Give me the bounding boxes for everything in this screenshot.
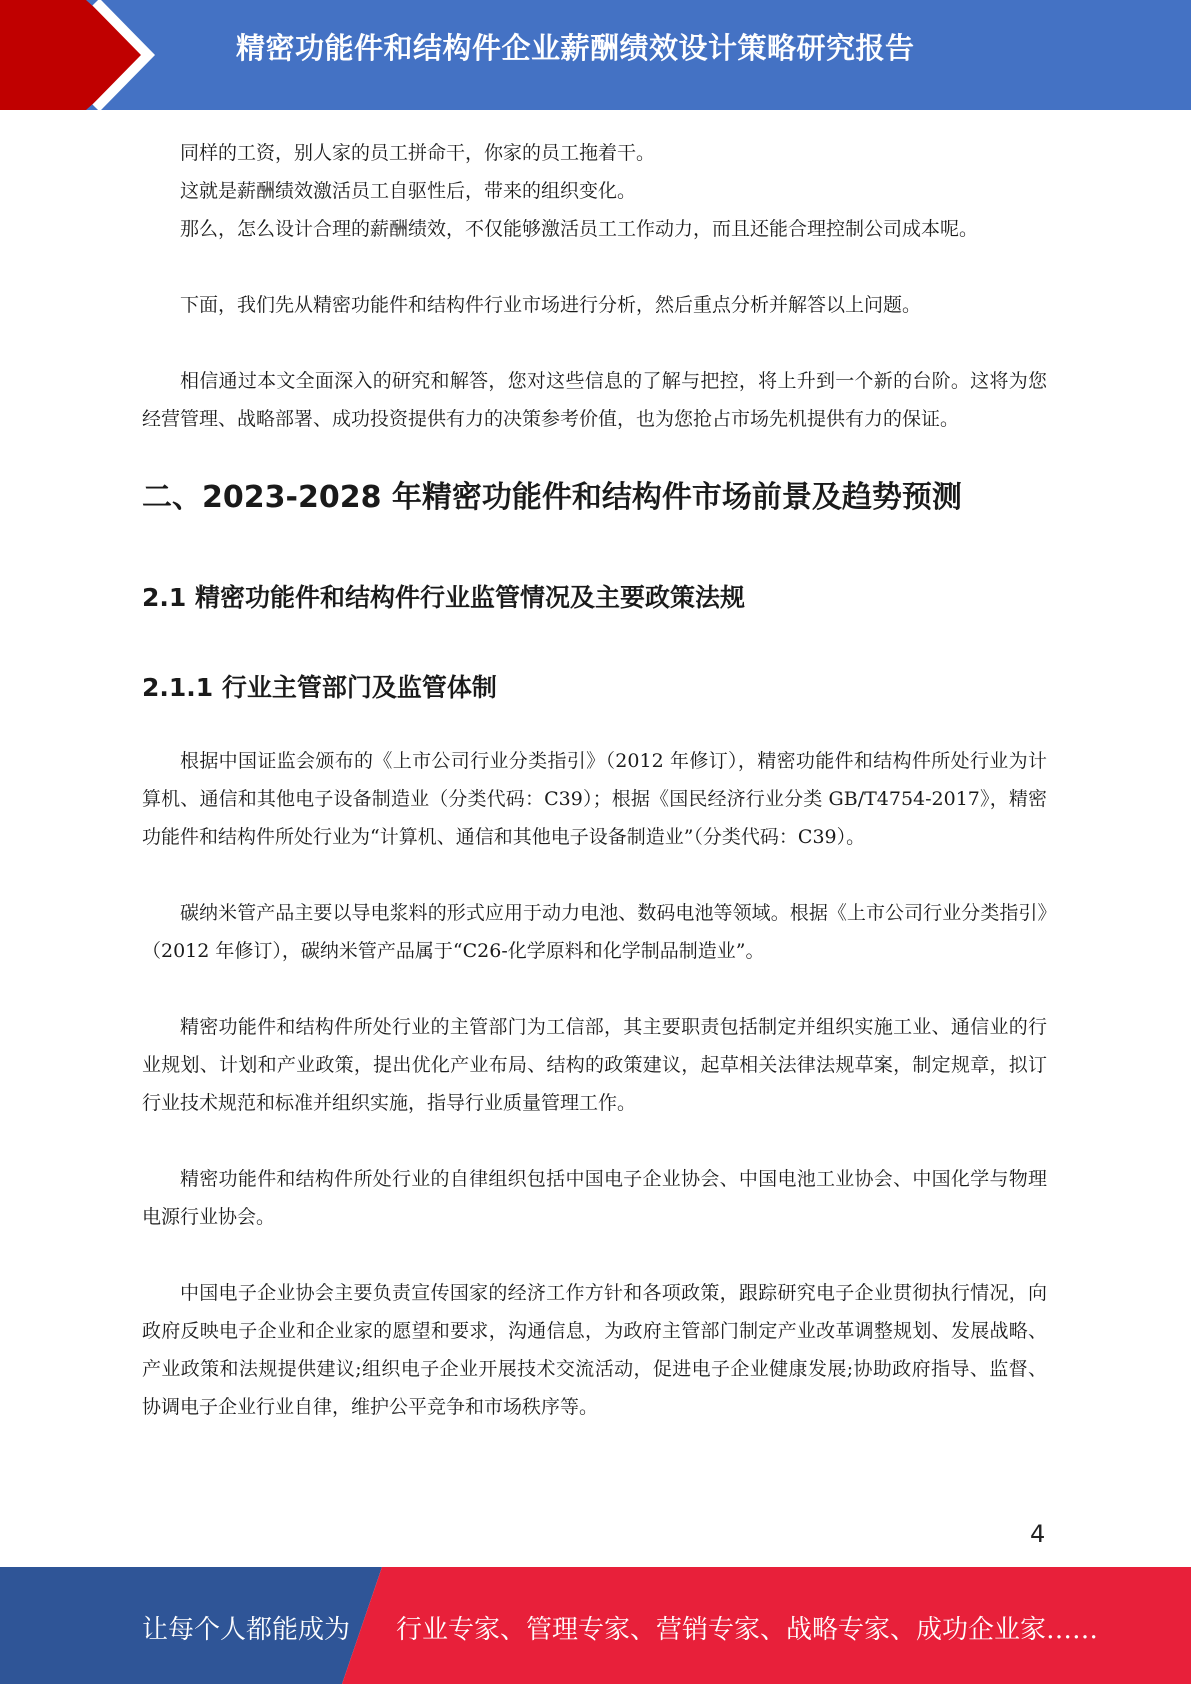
subsubsection-heading: 2.1.1 行业主管部门及监管体制	[142, 673, 497, 702]
report-title: 精密功能件和结构件企业薪酬绩效设计策略研究报告	[236, 31, 915, 65]
paragraph: 根据中国证监会颁布的《上市公司行业分类指引》（2012 年修订），精密功能件和结构件所处行业为计算机、通信和其他电子设备制造业（分类代码：C39）；根据《国民经济行业分类 GB/T4754-2017》，精密功能件和结构件所处行业为“计算机、通信和其他电子设备制造业”（分类代码：C39）。	[142, 750, 1047, 848]
paragraph: 精密功能件和结构件所处行业的自律组织包括中国电子企业协会、中国电池工业协会、中国化学与物理电源行业协会。	[142, 1168, 1047, 1228]
paragraph: 下面，我们先从精密功能件和结构件行业市场进行分析，然后重点分析并解答以上问题。	[180, 294, 922, 316]
paragraph: 同样的工资，别人家的员工拼命干，你家的员工拖着干。	[180, 142, 656, 164]
footer-slogan-right: 行业专家、管理专家、营销专家、战略专家、成功企业家……	[396, 1615, 1099, 1645]
document-body	[142, 134, 1047, 1426]
paragraph: 那么，怎么设计合理的薪酬绩效，不仅能够激活员工工作动力，而且还能合理控制公司成本呢。	[180, 218, 979, 240]
paragraph: 碳纳米管产品主要以导电浆料的形式应用于动力电池、数码电池等领域。根据《上市公司行业分类指引》（2012 年修订），碳纳米管产品属于“C26-化学原料和化学制品制造业”。	[142, 902, 1047, 962]
section-heading: 二、2023-2028 年精密功能件和结构件市场前景及趋势预测	[142, 480, 962, 515]
page-header	[0, 0, 1191, 110]
paragraph: 中国电子企业协会主要负责宣传国家的经济工作方针和各项政策，跟踪研究电子企业贯彻执行情况，向政府反映电子企业和企业家的愿望和要求，沟通信息，为政府主管部门制定产业改革调整规划、发展战略、产业政策和法规提供建议;组织电子企业开展技术交流活动，促进电子企业健康发展;协助政府指导、监督、协调电子企业行业自律，维护公平竞争和市场秩序等。	[142, 1282, 1047, 1418]
subsection-heading: 2.1 精密功能件和结构件行业监管情况及主要政策法规	[142, 583, 745, 612]
page-number: 4	[1030, 1520, 1046, 1548]
paragraph: 精密功能件和结构件所处行业的主管部门为工信部，其主要职责包括制定并组织实施工业、通信业的行业规划、计划和产业政策，提出优化产业布局、结构的政策建议，起草相关法律法规草案，制定规章，拟订行业技术规范和标准并组织实施，指导行业质量管理工作。	[142, 1016, 1047, 1114]
paragraph: 这就是薪酬绩效激活员工自驱性后，带来的组织变化。	[180, 180, 637, 202]
footer-slogan-left: 让每个人都能成为	[142, 1615, 351, 1645]
paragraph: 相信通过本文全面深入的研究和解答，您对这些信息的了解与把控，将上升到一个新的台阶。这将为您经营管理、战略部署、成功投资提供有力的决策参考价值，也为您抢占市场先机提供有力的保证。	[142, 370, 1047, 430]
page-footer	[0, 1567, 1191, 1684]
